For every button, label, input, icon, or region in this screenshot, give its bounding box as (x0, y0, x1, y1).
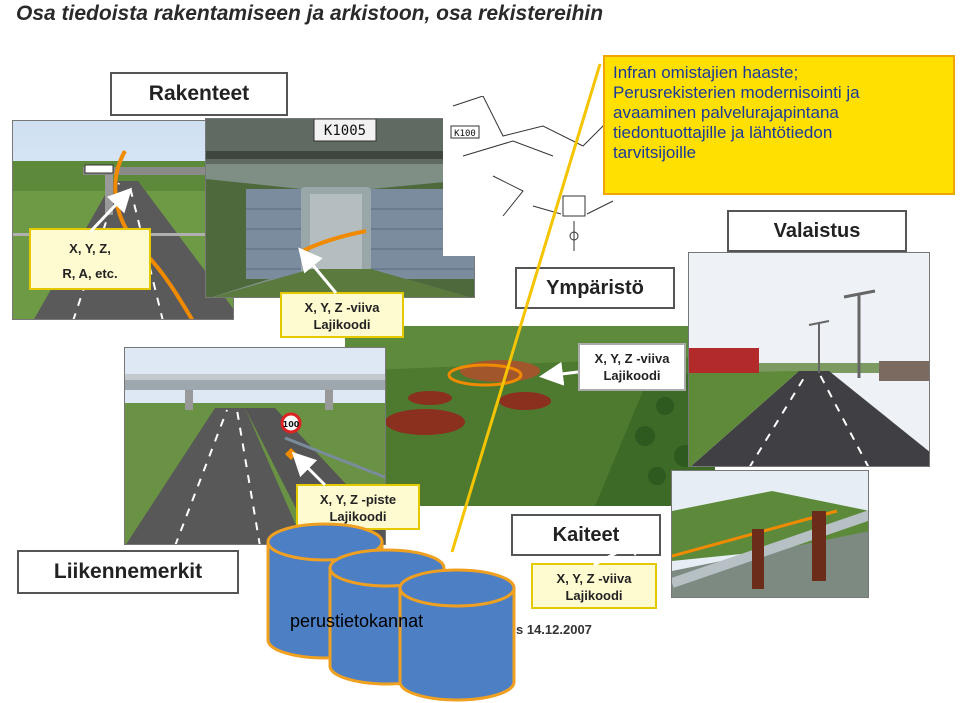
note-line: Lajikoodi (313, 317, 371, 332)
note-line: Lajikoodi (603, 368, 661, 383)
note-line: X, Y, Z -viiva (304, 300, 380, 315)
note-line: R, A, etc. (62, 266, 118, 281)
callout-line: Infran omistajien haaste; (613, 63, 799, 82)
drawing-plate-label: K100 (454, 129, 476, 139)
callout-line: Perusrekisterien modernisointi ja (613, 83, 860, 102)
note-line: X, Y, Z -viiva (556, 571, 632, 586)
note-line: X, Y, Z, (69, 241, 111, 256)
callout-line: avaaminen palvelurajapintana (613, 103, 839, 122)
note-line: X, Y, Z -piste (319, 492, 397, 507)
heading-ymparisto: Ympäristö (515, 267, 675, 309)
heading-liikennemerkit: Liikennemerkit (17, 550, 239, 594)
page-title: Osa tiedoista rakentamiseen ja arkistoon, osa rekistereihin (16, 2, 604, 25)
tunnel-plate-label: K1005 (323, 123, 367, 139)
heading-rakenteet: Rakenteet (110, 72, 288, 116)
note-line: Lajikoodi (329, 509, 387, 524)
heading-valaistus: Valaistus (727, 210, 907, 252)
callout-line: tiedontuottajille ja lähtötiedon (613, 123, 833, 142)
heading-kaiteet: Kaiteet (511, 514, 661, 556)
note-line: Lajikoodi (565, 588, 623, 603)
speed-sign-label: 100 (282, 420, 300, 429)
database-label: perustietokannat (290, 611, 424, 631)
date-text: s 14.12.2007 (516, 622, 592, 637)
callout-box (603, 55, 955, 195)
callout-line: tarvitsijoille (613, 143, 697, 162)
note-line: X, Y, Z -viiva (594, 351, 670, 366)
